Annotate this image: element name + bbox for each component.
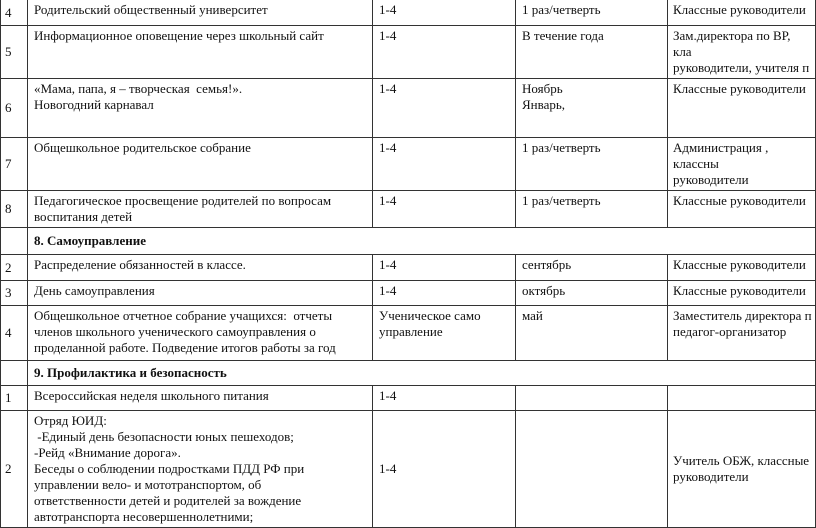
event-cell: «Мама, папа, я – творческая семья!». Новогодний карнавал: [28, 79, 373, 138]
responsible-cell: Заместитель директора п педагог-организатор: [668, 306, 816, 361]
table-row: [1, 138, 816, 191]
row-number: [1, 361, 28, 386]
row-number: 3: [1, 281, 28, 306]
section-title: 8. Самоуправление: [28, 228, 816, 255]
event-cell: Общешкольное отчетное собрание учащихся: отчеты членов школьного ученического самоуправления о проделанной работе. Подведение итогов работы за год: [28, 306, 373, 361]
table-row: [1, 191, 816, 228]
timing-cell: 1 раз/четверть: [516, 0, 668, 26]
responsible-cell: Зам.директора по ВР, кла руководители, учителя п: [668, 26, 816, 79]
grades-cell: 1-4: [373, 0, 516, 26]
row-number: 8: [1, 191, 28, 228]
row-number: [1, 228, 28, 255]
table-row: [1, 26, 816, 79]
event-cell: Распределение обязанностей в классе.: [28, 255, 373, 281]
row-number: 2: [1, 411, 28, 528]
event-cell: Всероссийская неделя школьного питания: [28, 386, 373, 411]
event-cell: Информационное оповещение через школьный сайт: [28, 26, 373, 79]
row-number: 2: [1, 255, 28, 281]
row-number: 1: [1, 386, 28, 411]
grades-cell: Ученическое само управление: [373, 306, 516, 361]
responsible-cell: Классные руководители: [668, 0, 816, 26]
responsible-cell: Классные руководители: [668, 79, 816, 138]
table-row: [1, 411, 816, 528]
timing-cell: В течение года: [516, 26, 668, 79]
event-cell: Педагогическое просвещение родителей по вопросам воспитания детей: [28, 191, 373, 228]
section-title: 9. Профилактика и безопасность: [28, 361, 816, 386]
timing-cell: [516, 386, 668, 411]
grades-cell: 1-4: [373, 79, 516, 138]
table-row: [1, 306, 816, 361]
table-row: [1, 79, 816, 138]
responsible-cell: Классные руководители: [668, 191, 816, 228]
grades-cell: 1-4: [373, 26, 516, 79]
event-cell: Родительский общественный университет: [28, 0, 373, 26]
grades-cell: 1-4: [373, 138, 516, 191]
timing-cell: 1 раз/четверть: [516, 138, 668, 191]
grades-cell: 1-4: [373, 191, 516, 228]
responsible-cell: Классные руководители: [668, 255, 816, 281]
plan-table-body: [1, 0, 816, 528]
responsible-cell: [668, 386, 816, 411]
row-number: 4: [1, 306, 28, 361]
row-number: 4: [1, 0, 28, 26]
section-header-row: [1, 228, 816, 255]
timing-cell: Ноябрь Январь,: [516, 79, 668, 138]
row-number: 7: [1, 138, 28, 191]
grades-cell: 1-4: [373, 255, 516, 281]
row-number: 6: [1, 79, 28, 138]
timing-cell: [516, 411, 668, 528]
responsible-cell: Учитель ОБЖ, классные руководители: [668, 411, 816, 528]
responsible-cell: Классные руководители: [668, 281, 816, 306]
grades-cell: 1-4: [373, 411, 516, 528]
timing-cell: сентябрь: [516, 255, 668, 281]
timing-cell: 1 раз/четверть: [516, 191, 668, 228]
table-row: [1, 386, 816, 411]
event-cell: Отряд ЮИД: -Единый день безопасности юных пешеходов; -Рейд «Внимание дорога». Беседы о соблюдении подростками ПДД РФ при управлении вело- и мототранспортом, об ответственности детей и родителей за вождение автотранспорта несовершеннолетними;: [28, 411, 373, 528]
section-header-row: [1, 361, 816, 386]
table-row: [1, 0, 816, 26]
event-cell: Общешкольное родительское собрание: [28, 138, 373, 191]
responsible-cell: Администрация , классны руководители: [668, 138, 816, 191]
grades-cell: 1-4: [373, 281, 516, 306]
grades-cell: 1-4: [373, 386, 516, 411]
timing-cell: октябрь: [516, 281, 668, 306]
event-cell: День самоуправления: [28, 281, 373, 306]
table-row: [1, 281, 816, 306]
row-number: 5: [1, 26, 28, 79]
timing-cell: май: [516, 306, 668, 361]
table-row: [1, 255, 816, 281]
